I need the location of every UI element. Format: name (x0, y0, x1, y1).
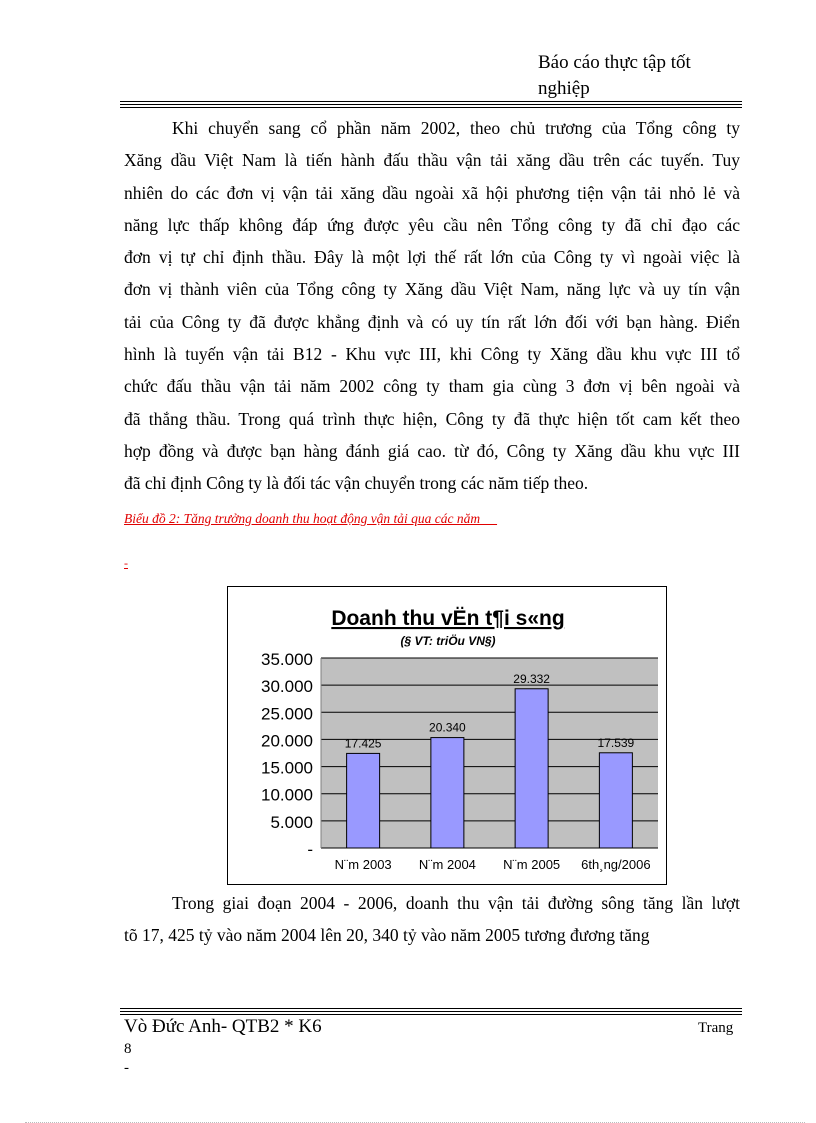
bar-value-label: 29.332 (513, 671, 550, 686)
bar (599, 753, 632, 848)
x-axis-ticks (335, 857, 651, 872)
paragraph-line: Xăng dầu Việt Nam là tiến hành đấu thầu vận tải xăng dầu trên các tuyến. Tuy (124, 150, 740, 171)
paragraph-line: Khi chuyển sang cổ phần năm 2002, theo chủ trương của Tổng công ty (172, 118, 740, 138)
bar-value-label: 20.340 (429, 720, 466, 735)
paragraph-line: năng lực thấp không đáp ứng được yêu cầu nên Tổng công ty đã chỉ đạo các (124, 214, 740, 235)
second-paragraph (124, 887, 740, 952)
paragraph-line: tõ 17, 425 tỷ vào năm 2004 lên 20, 340 tỷ vào năm 2005 tương đương tăng (124, 925, 650, 946)
paragraph-line: đơn vị tự chỉ định thầu. Đây là một lợi thế rất lớn của Công ty vì ngoài việc là (124, 247, 740, 268)
footer-dash: - (124, 1060, 129, 1076)
footer-page-number: 8 (124, 1041, 132, 1057)
y-tick-label: 30.000 (261, 677, 313, 697)
paragraph-line: đơn vị thành viên của Tổng công ty Xăng dầu Việt Nam, năng lực và uy tín vận (124, 279, 740, 300)
bar (515, 689, 548, 848)
x-tick-label: N¨m 2004 (418, 857, 476, 872)
bar (347, 753, 380, 848)
paragraph-line: chức đấu thầu vận tải năm 2002 công ty tham gia cùng 3 đơn vị bên ngoài và (124, 376, 740, 397)
y-tick-label: 5.000 (270, 812, 313, 832)
paragraph-line: đã thắng thầu. Trong quá trình thực hiện, Công ty đã thực hiện tốt cam kết theo (124, 408, 740, 429)
paragraph-line: tải của Công ty đã được khẳng định và có uy tín rất lớn đối với bạn hàng. Điển (124, 311, 740, 332)
y-tick-label: 10.000 (261, 785, 313, 805)
paragraph-line: Trong giai đoạn 2004 - 2006, doanh thu vận tải đường sông tăng lần lượt (172, 893, 740, 913)
bar (431, 738, 464, 848)
x-tick-label: N¨m 2005 (503, 857, 561, 872)
y-tick-label: 35.000 (261, 650, 313, 669)
y-tick-label: 25.000 (261, 704, 313, 724)
footer-author: Vò Đức Anh- QTB2 * K6 (124, 1016, 322, 1037)
revenue-bar-chart (228, 587, 666, 884)
footer-page-label: Trang (698, 1020, 734, 1036)
footer-rule-middle (120, 1011, 742, 1012)
footer-rule-top (120, 1008, 742, 1009)
x-tick-label: 6th¸ng/2006 (581, 857, 651, 872)
x-tick-label: N¨m 2003 (334, 857, 392, 872)
paragraph-line: hình là tuyến vận tải B12 - Khu vực III, khi Công ty Xăng dầu khu vực III tổ (124, 344, 740, 365)
y-axis-ticks (261, 650, 313, 859)
y-tick-label: 20.000 (261, 731, 313, 751)
paragraph-line: đã chỉ định Công ty là đối tác vận chuyển trong các năm tiếp theo. (124, 473, 589, 494)
header-rule-top (120, 101, 742, 102)
chart-caption: Biểu đồ 2: Tăng trưởng doanh thu hoạt động vận tải qua các năm (124, 511, 498, 526)
header-rule-middle (120, 104, 742, 105)
chart-subtitle: (§ VT: triÖu VN§) (400, 634, 496, 648)
paragraph-line: nhiên do các đơn vị vận tải xăng dầu ngoài xã hội phương tiện vận tải nhỏ lẻ và (124, 182, 740, 203)
caption-dash: - (124, 556, 128, 570)
header-rule-bottom (120, 107, 742, 108)
running-header-title: Báo cáo thực tập tốt nghiệp (538, 52, 691, 99)
bar-value-label: 17.425 (344, 736, 382, 751)
paragraph-line: hợp đồng và được bạn hàng đánh giá cao. từ đó, Công ty Xăng dầu khu vực III (124, 440, 740, 461)
bar-value-label: 17.539 (597, 735, 635, 750)
chart-frame (227, 586, 667, 885)
body-paragraph (124, 112, 740, 500)
footer-rule-bottom (120, 1014, 742, 1015)
y-tick-label: - (307, 840, 313, 859)
chart-title: Doanh thu vËn t¶i s«ng (331, 607, 565, 630)
y-tick-label: 15.000 (261, 758, 313, 778)
